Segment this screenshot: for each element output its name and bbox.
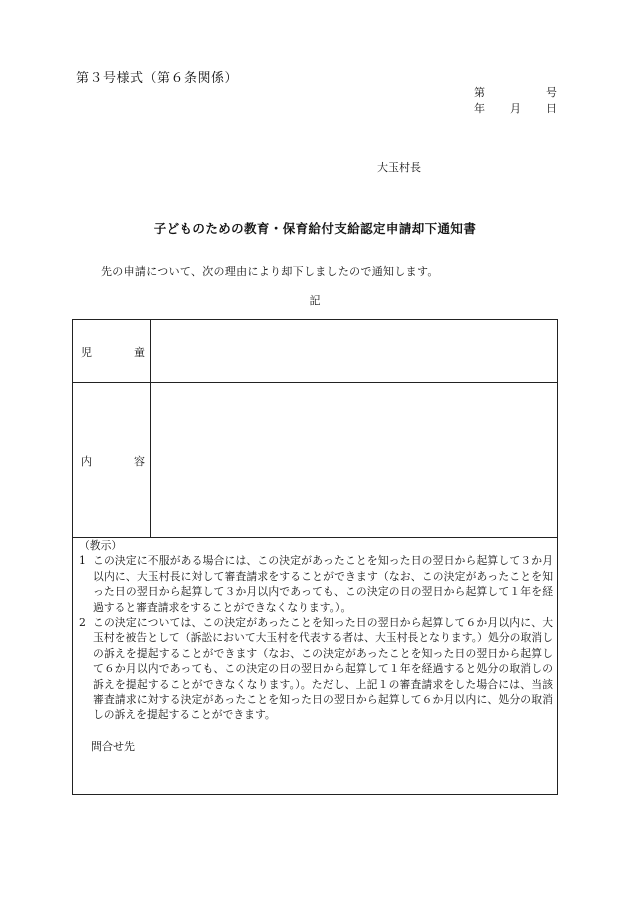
note-item <box>79 615 553 723</box>
label-column-divider <box>150 320 151 537</box>
issuer-name: 大玉村長 <box>377 161 421 174</box>
child-label: 児 童 <box>81 346 145 359</box>
form-number: 第３号様式（第６条関係） <box>76 71 239 86</box>
note-number: 1 <box>79 554 86 568</box>
note-text: この決定に不服がある場合には、この決定があったことを知った日の翌日から起算して３か月以内に、大玉村長に対して審査請求をすることができます（なお、この決定があったことを知った日の翌日から起算して３か月以内であっても、この決定の日の翌日から起算して１年を経過すると審査請求をすることができなくなります。）。 <box>93 554 553 614</box>
note-item <box>79 553 553 615</box>
content-label: 内 容 <box>81 455 145 468</box>
date-line <box>474 100 558 114</box>
inquiry-label: 問合せ先 <box>91 740 135 753</box>
year-label: 年 <box>474 102 485 115</box>
record-table <box>72 319 558 795</box>
instruction-notes <box>79 538 553 723</box>
ki-label: 記 <box>309 294 321 307</box>
intro-text: 先の申請について、次の理由により却下しましたので通知します。 <box>101 265 439 278</box>
note-number: 2 <box>79 616 86 630</box>
day-label: 日 <box>546 102 557 115</box>
month-label: 月 <box>510 102 521 115</box>
number-prefix: 第 <box>474 86 485 99</box>
notes-heading: （教示） <box>79 539 123 552</box>
number-suffix: 号 <box>546 86 557 99</box>
document-title: 子どものための教育・保育給付支給認定申請却下通知書 <box>153 221 477 236</box>
document-number-line <box>474 84 558 98</box>
row-divider <box>73 382 557 383</box>
note-text: この決定については、この決定があったことを知った日の翌日から起算して６か月以内に、大玉村を被告として（訴訟において大玉村を代表する者は、大玉村長となります。）処分の取消しの訴えを提起することができます（なお、この決定があったことを知った日の翌日から起算して６か月以内であっても、この決定の日の翌日から起算して１年を経過すると処分の取消しの訴えを提起することができなくなります。）。ただし、上記１の審査請求をした場合には、当該審査請求に対する決定があったことを知った日の翌日から起算して６か月以内に、処分の取消しの訴えを提起することができます。 <box>93 616 553 722</box>
